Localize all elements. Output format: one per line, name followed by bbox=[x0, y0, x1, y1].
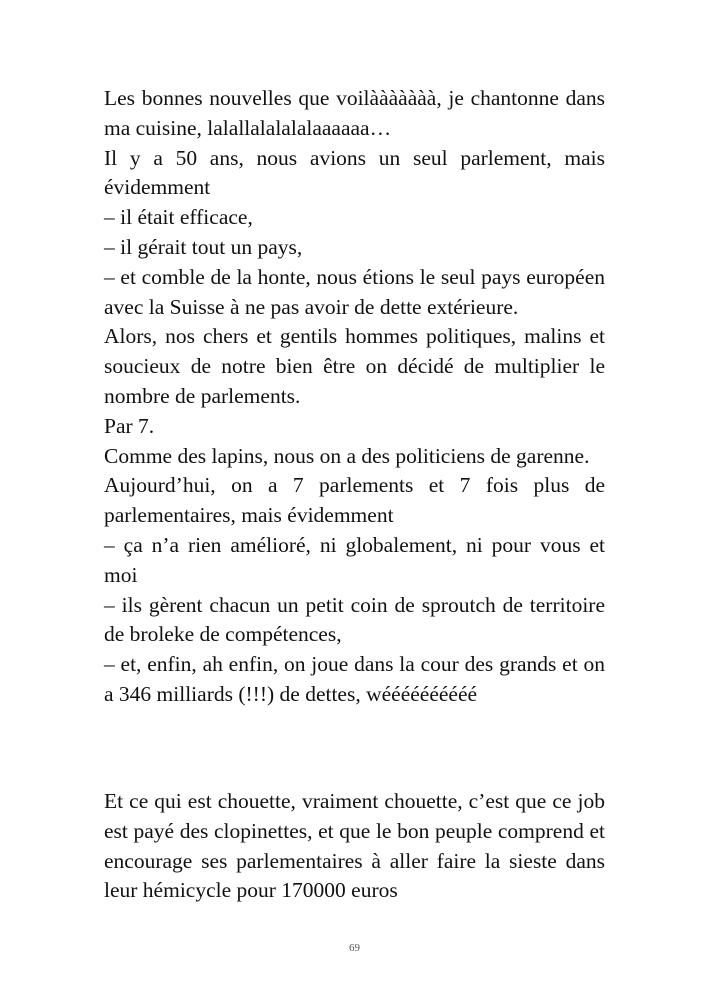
page-number: 69 bbox=[349, 942, 360, 954]
paragraph-rabbits: Comme des lapins, nous on a des politiciens de garenne. bbox=[104, 443, 590, 468]
closing-text-block bbox=[104, 787, 605, 906]
paragraph-politicians: Alors, nos chers et gentils hommes politiques, malins et soucieux de notre bien être on décidé de multiplier le nombre de parlements. bbox=[104, 324, 605, 408]
list-item-debt: – et, enfin, ah enfin, on joue dans la cour des grands et on a 346 milliards (!!!) de dettes, wéééééééééé bbox=[104, 652, 605, 706]
paragraph-today: Aujourd’hui, on a 7 parlements et 7 fois plus de parlementaires, mais évidemment bbox=[104, 473, 605, 528]
main-text-block bbox=[104, 84, 605, 710]
list-item-territory: – ils gèrent chacun un petit coin de sproutch de territoire de broleke de compétences, bbox=[104, 592, 605, 647]
list-item-efficient: – il était efficace, bbox=[104, 205, 253, 230]
list-item-no-debt: – et comble de la honte, nous étions le seul pays européen avec la Suisse à ne pas avoir de dette extérieure. bbox=[104, 264, 605, 319]
list-item-whole-country: – il gérait tout un pays, bbox=[104, 234, 303, 259]
paragraph-by-seven: Par 7. bbox=[104, 413, 155, 438]
paragraph-fifty-years: Il y a 50 ans, nous avions un seul parlement, mais évidemment bbox=[104, 145, 605, 200]
paragraph-closing: Et ce qui est chouette, vraiment chouette, c’est que ce job est payé des clopinettes, et que le bon peuple comprend et encourage ses parlementaires à aller faire la sieste dans leur hémicycle pour 170000 euros bbox=[104, 789, 605, 903]
paragraph-intro: Les bonnes nouvelles que voilààààààà, je chantonne dans ma cuisine, lalallalalalalaaaaaa… bbox=[104, 86, 605, 140]
list-item-not-improved: – ça n’a rien amélioré, ni globalement, ni pour vous et moi bbox=[104, 532, 605, 587]
